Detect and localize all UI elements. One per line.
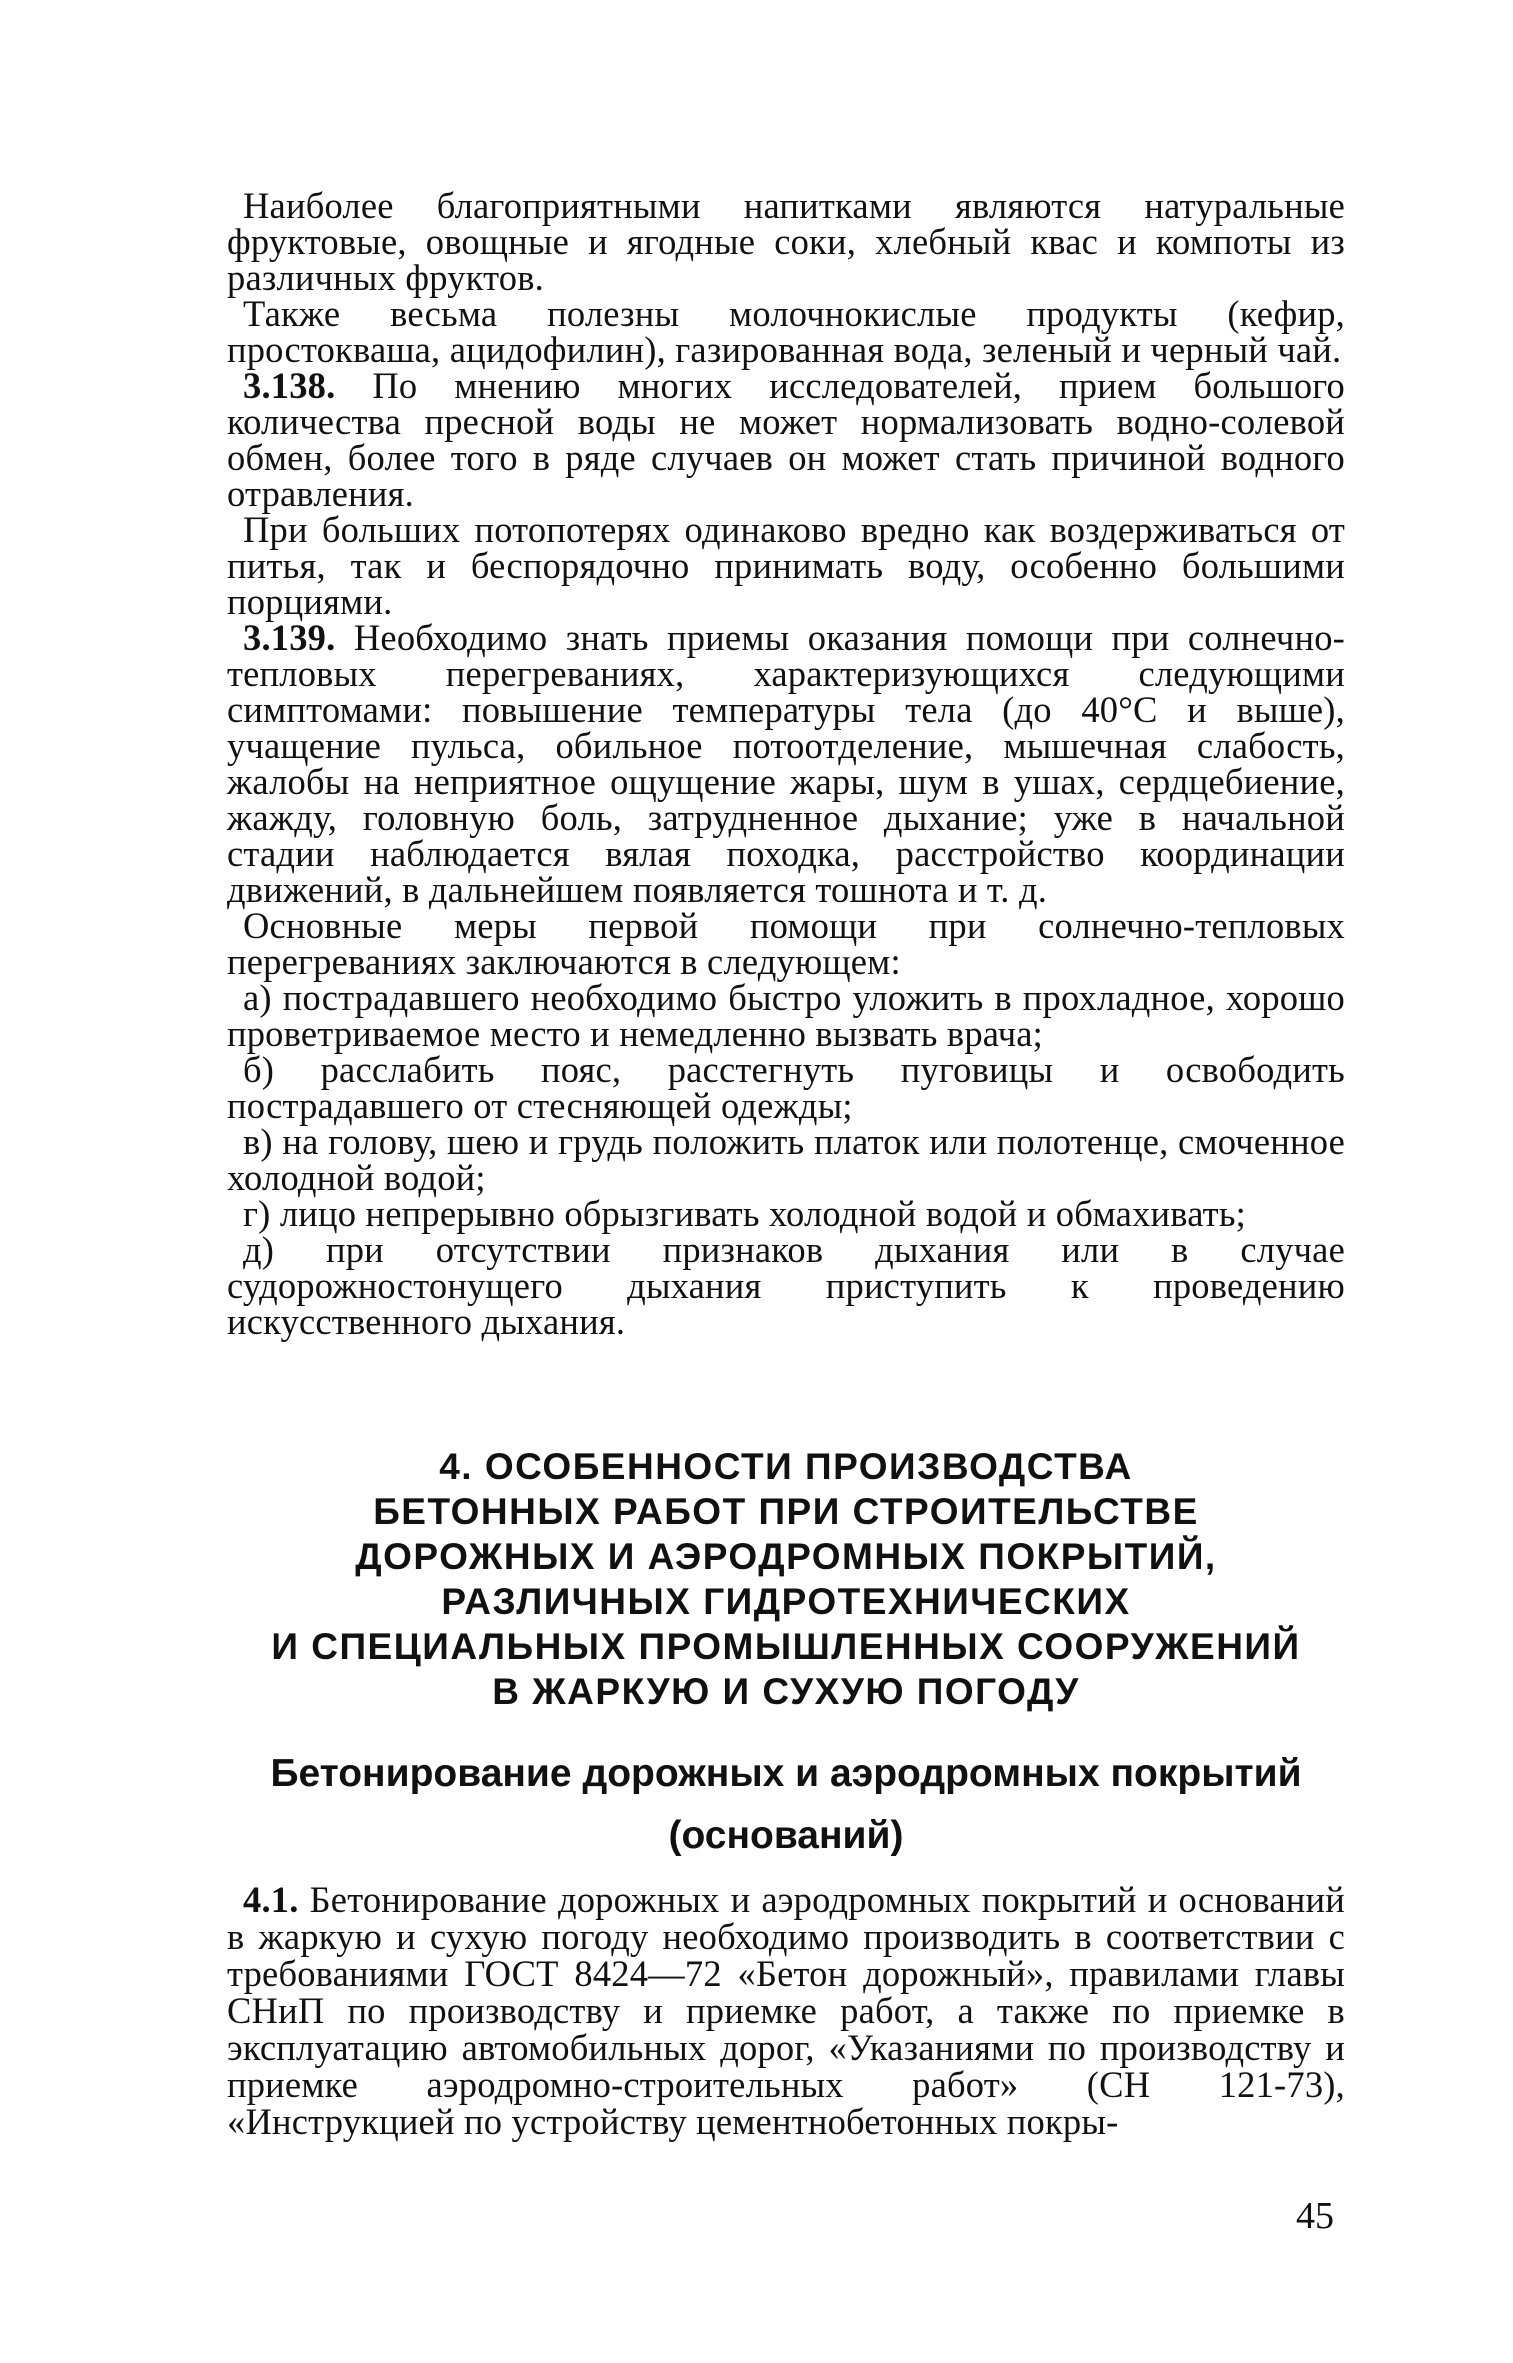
paragraph-first-aid-intro: Основные меры первой помощи при солнечно-тепловых перегреваниях заключаются в следующем:	[227, 905, 1345, 982]
paragraph-sweat-loss: При больших потопотерях одинаково вредно как воздерживаться от питья, так и беспорядочно принимать воду, особенно большими порциями.	[227, 509, 1345, 622]
chapter-title-line: 4. ОСОБЕННОСТИ ПРОИЗВОДСТВА	[439, 1446, 1133, 1487]
section-title-line: (оснований)	[668, 1814, 904, 1857]
chapter-title-line: ДОРОЖНЫХ И АЭРОДРОМНЫХ ПОКРЫТИЙ,	[355, 1536, 1217, 1577]
list-item-a: а) пострадавшего необходимо быстро уложить в прохладное, хорошо проветриваемое место и немедленно вызвать врача;	[227, 977, 1345, 1054]
chapter-title	[227, 1444, 1345, 1714]
body-text-bottom	[227, 1881, 1345, 2140]
chapter-title-line: БЕТОННЫХ РАБОТ ПРИ СТРОИТЕЛЬСТВЕ	[373, 1491, 1199, 1532]
paragraph-number: 4.1.	[243, 1879, 299, 1920]
paragraph-3-139: 3.139. Необходимо знать приемы оказания помощи при солнечно-тепловых перегреваниях, характеризующихся следующими симптомами: повышение температуры тела (до 40°C и выше), учащение пульса, обильное потоотделение, мышечная слабость, жалобы на неприятное ощущение жары, шум в ушах, сердцебиение, жажду, головную боль, затрудненное дыхание; уже в начальной стадии наблюдается вялая походка, расстройство координации движений, в дальнейшем появляется тошнота и т. д.	[227, 617, 1345, 910]
body-text-top	[227, 185, 1345, 1342]
list-item-d: д) при отсутствии признаков дыхания или в случае судорожностонущего дыхания приступить к проведению искусственного дыхания.	[227, 1229, 1345, 1342]
list-item-v: в) на голову, шею и грудь положить платок или полотенце, смоченное холодной водой;	[227, 1121, 1345, 1198]
chapter-title-line: РАЗЛИЧНЫХ ГИДРОТЕХНИЧЕСКИХ	[441, 1581, 1131, 1622]
paragraph-dairy: Также весьма полезны молочнокислые продукты (кефир, простокваша, ацидофилин), газированная вода, зеленый и черный чай.	[227, 293, 1345, 370]
paragraph-drinks: Наиболее благоприятными напитками являются натуральные фруктовые, овощные и ягодные соки, хлебный квас и компоты из различных фруктов.	[227, 185, 1345, 298]
paragraph-number: 3.138.	[243, 365, 336, 406]
section-title	[227, 1743, 1345, 1867]
section-title-line: Бетонирование дорожных и аэродромных покрытий	[270, 1752, 1302, 1795]
page-number: 45	[1296, 2195, 1334, 2237]
list-item-b: б) расслабить пояс, расстегнуть пуговицы и освободить пострадавшего от стесняющей одежды;	[227, 1049, 1345, 1126]
paragraph-3-138: 3.138. По мнению многих исследователей, прием большого количества пресной воды не может нормализовать водно-солевой обмен, более того в ряде случаев он может стать причиной водного отравления.	[227, 365, 1345, 514]
paragraph-number: 3.139.	[243, 617, 336, 658]
chapter-title-line: В ЖАРКУЮ И СУХУЮ ПОГОДУ	[492, 1671, 1080, 1712]
list-item-g: г) лицо непрерывно обрызгивать холодной водой и обмахивать;	[243, 1193, 1247, 1234]
paragraph-4-1: 4.1. Бетонирование дорожных и аэродромных покрытий и оснований в жаркую и сухую погоду необходимо производить в соответствии с требованиями ГОСТ 8424—72 «Бетон дорожный», правилами главы СНиП по производству и приемке работ, а также по приемке в эксплуатацию автомобильных дорог, «Указаниями по производству и приемке аэродромно-строительных работ» (СН 121-73), «Инструкцией по устройству цементнобетонных покры-	[227, 1879, 1345, 2142]
chapter-title-line: И СПЕЦИАЛЬНЫХ ПРОМЫШЛЕННЫХ СООРУЖЕНИЙ	[271, 1626, 1301, 1667]
